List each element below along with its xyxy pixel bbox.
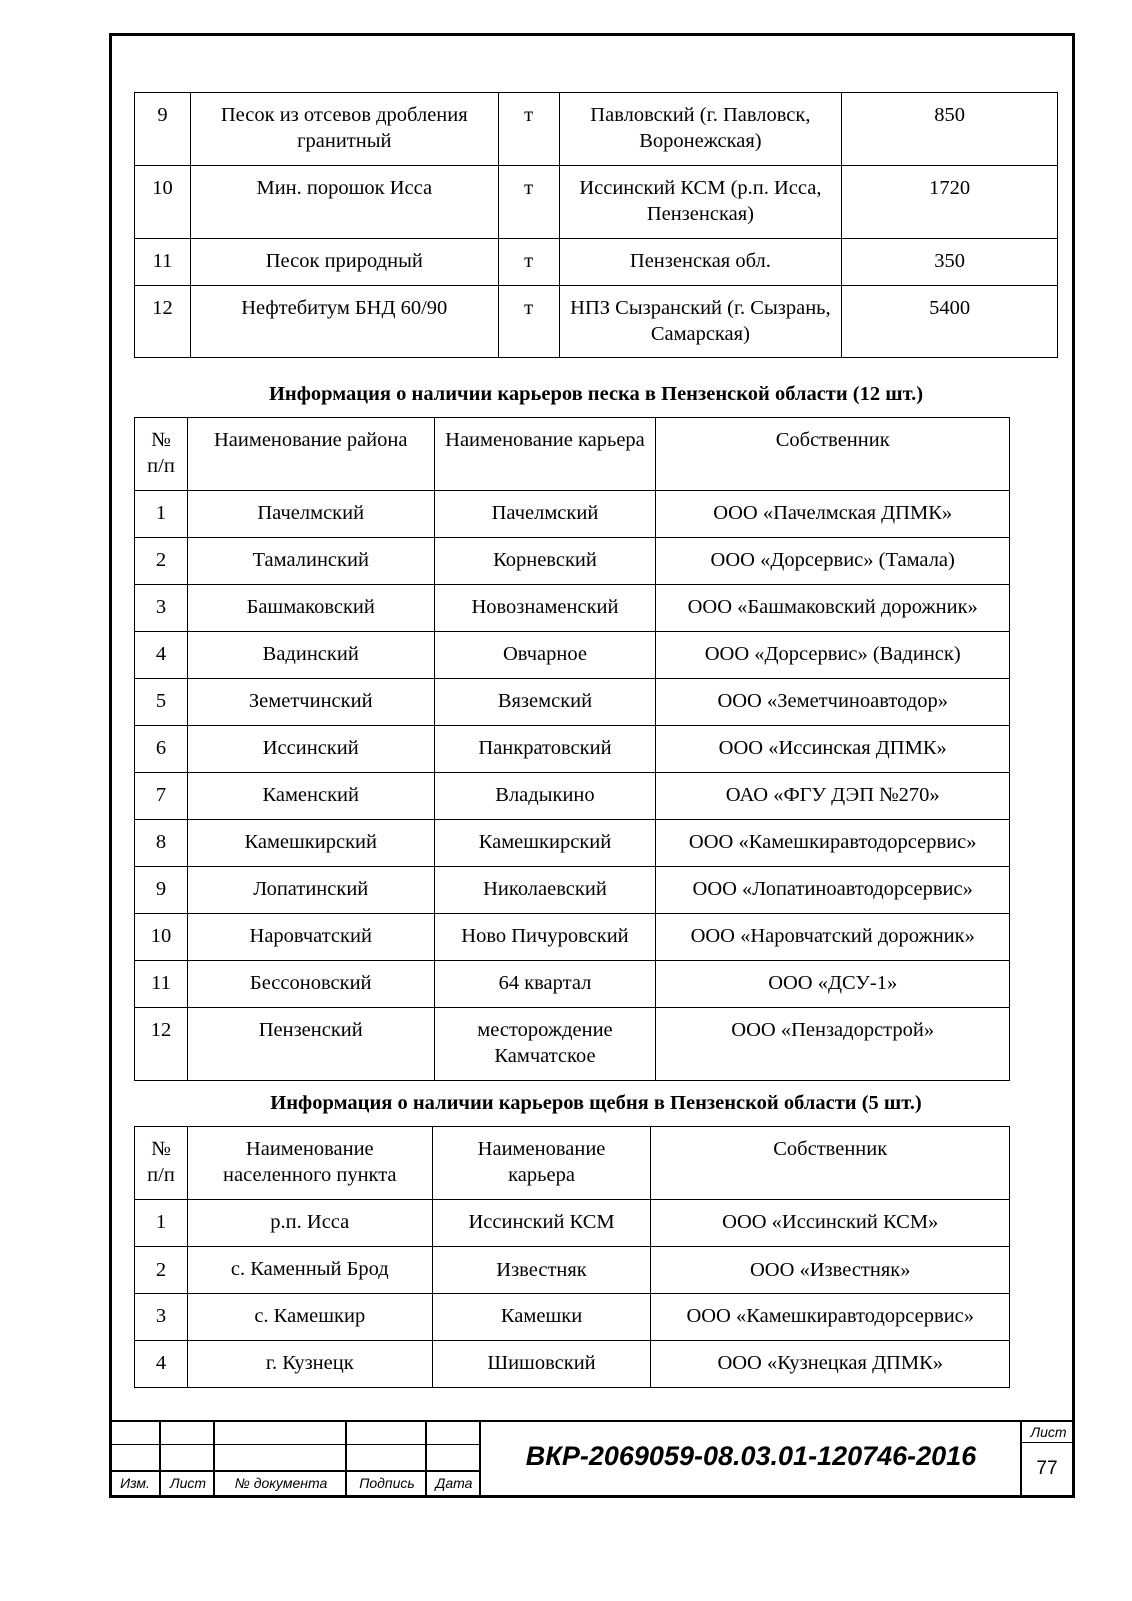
quarry-name: Панкратовский <box>434 726 656 773</box>
table-header-row <box>135 1127 1010 1200</box>
district-name: Лопатинский <box>187 867 434 914</box>
owner: ООО «Камешкиравтодорсервис» <box>656 820 1010 867</box>
column-header: Наименование карьера <box>432 1127 651 1200</box>
quarry-name: 64 квартал <box>434 961 656 1008</box>
material-name: Песок природный <box>190 239 498 286</box>
quarry-name: Ново Пичуровский <box>434 914 656 961</box>
table-row <box>135 961 1010 1008</box>
column-header: № п/п <box>135 1127 188 1200</box>
table-row <box>135 632 1010 679</box>
table-row <box>135 726 1010 773</box>
table-row <box>135 286 1058 358</box>
revision-label: Изм. <box>120 1475 150 1491</box>
material-name: Песок из отсевов дробления гранитный <box>190 93 498 166</box>
table-row <box>135 166 1058 239</box>
material-name: Нефтебитум БНД 60/90 <box>190 286 498 358</box>
gravel-quarries-title: Информация о наличии карьеров щебня в Пензенской области (5 шт.) <box>270 1092 922 1114</box>
row-number: 9 <box>135 867 188 914</box>
quarry-name: Пачелмский <box>434 491 656 538</box>
row-number: 12 <box>135 1008 188 1081</box>
price: 350 <box>842 239 1058 286</box>
quarry-name: Камешкирский <box>434 820 656 867</box>
row-number: 8 <box>135 820 188 867</box>
row-number: 10 <box>135 914 188 961</box>
unit: т <box>498 286 559 358</box>
price: 5400 <box>842 286 1058 358</box>
date-label: Дата <box>435 1475 473 1491</box>
quarry-name: Овчарное <box>434 632 656 679</box>
column-header: Собственник <box>656 418 1010 491</box>
quarry-name: Новознаменский <box>434 585 656 632</box>
table-row <box>135 585 1010 632</box>
unit: т <box>498 166 559 239</box>
table-row <box>135 773 1010 820</box>
column-header: Наименование района <box>187 418 434 491</box>
table-row <box>135 538 1010 585</box>
quarry-name: Шишовский <box>432 1341 651 1388</box>
table-row <box>135 820 1010 867</box>
table-row <box>135 679 1010 726</box>
row-number: 4 <box>135 1341 188 1388</box>
table-row <box>135 491 1010 538</box>
owner: ООО «Дорсервис» (Вадинск) <box>656 632 1010 679</box>
quarry-name: Николаевский <box>434 867 656 914</box>
district-name: Пензенский <box>187 1008 434 1081</box>
row-number: 7 <box>135 773 188 820</box>
column-header: Наименование населенного пункта <box>187 1127 432 1200</box>
quarry-name: Вяземский <box>434 679 656 726</box>
row-number: 1 <box>135 1200 188 1247</box>
district-name: Пачелмский <box>187 491 434 538</box>
row-number: 9 <box>135 93 191 166</box>
sand-quarries-table <box>134 417 1010 1081</box>
row-number: 1 <box>135 491 188 538</box>
supplier: Павловский (г. Павловск, Воронежская) <box>559 93 842 166</box>
row-number: 6 <box>135 726 188 773</box>
district-name: Каменский <box>187 773 434 820</box>
sand-quarries-title: Информация о наличии карьеров песка в Пензенской области (12 шт.) <box>268 383 924 405</box>
row-number: 2 <box>135 1247 188 1294</box>
row-number: 2 <box>135 538 188 585</box>
supplier: НПЗ Сызранский (г. Сызрань, Самарская) <box>559 286 842 358</box>
owner: ООО «Иссинский КСМ» <box>651 1200 1010 1247</box>
price: 1720 <box>842 166 1058 239</box>
district-name: Иссинский <box>187 726 434 773</box>
price: 850 <box>842 93 1058 166</box>
owner: ООО «Кузнецкая ДПМК» <box>651 1341 1010 1388</box>
table-row <box>135 1294 1010 1341</box>
quarry-name: Владыкино <box>434 773 656 820</box>
quarry-name: Иссинский КСМ <box>432 1200 651 1247</box>
quarry-name: Камешки <box>432 1294 651 1341</box>
district-name: р.п. Исса <box>187 1200 432 1247</box>
district-name: Вадинский <box>187 632 434 679</box>
district-name: с. Камешкир <box>187 1294 432 1341</box>
row-number: 11 <box>135 239 191 286</box>
district-name: Земетчинский <box>187 679 434 726</box>
row-number: 3 <box>135 585 188 632</box>
table-row <box>135 914 1010 961</box>
quarry-name: Корневский <box>434 538 656 585</box>
table-row <box>135 1200 1010 1247</box>
column-header: № п/п <box>135 418 188 491</box>
table-row <box>135 1247 1010 1294</box>
row-number: 3 <box>135 1294 188 1341</box>
row-number: 10 <box>135 166 191 239</box>
sheet-label: Лист <box>1030 1424 1067 1440</box>
district-name: г. Кузнецк <box>187 1341 432 1388</box>
row-number: 4 <box>135 632 188 679</box>
district-name: Наровчатский <box>187 914 434 961</box>
row-number: 12 <box>135 286 191 358</box>
signature-label: Подпись <box>359 1475 415 1491</box>
material-name: Мин. порошок Исса <box>190 166 498 239</box>
table-row <box>135 867 1010 914</box>
column-header: Собственник <box>651 1127 1010 1200</box>
owner: ООО «Пензадорстрой» <box>656 1008 1010 1081</box>
unit: т <box>498 93 559 166</box>
owner: ООО «Иссинская ДПМК» <box>656 726 1010 773</box>
district-name: Камешкирский <box>187 820 434 867</box>
district-name: Башмаковский <box>187 585 434 632</box>
owner: ООО «Пачелмская ДПМК» <box>656 491 1010 538</box>
quarry-name: месторождение Камчатское <box>434 1008 656 1081</box>
owner: ООО «ДСУ-1» <box>656 961 1010 1008</box>
owner: ОАО «ФГУ ДЭП №270» <box>656 773 1010 820</box>
supplier: Пензенская обл. <box>559 239 842 286</box>
table-row <box>135 1341 1010 1388</box>
unit: т <box>498 239 559 286</box>
supplier: Иссинский КСМ (р.п. Исса, Пензенская) <box>559 166 842 239</box>
sheet-column-label: Лист <box>169 1475 207 1491</box>
owner: ООО «Камешкиравтодорсервис» <box>651 1294 1010 1341</box>
owner: ООО «Лопатиноавтодорсервис» <box>656 867 1010 914</box>
gravel-quarries-table <box>134 1126 1010 1388</box>
page-number: 77 <box>1036 1458 1058 1479</box>
column-header: Наименование карьера <box>434 418 656 491</box>
owner: ООО «Земетчиноавтодор» <box>656 679 1010 726</box>
row-number: 11 <box>135 961 188 1008</box>
title-block <box>109 1420 1075 1498</box>
owner: ООО «Наровчатский дорожник» <box>656 914 1010 961</box>
district-name: Бессоновский <box>187 961 434 1008</box>
quarry-name: Известняк <box>432 1247 651 1294</box>
table-header-row <box>135 418 1010 491</box>
row-number: 5 <box>135 679 188 726</box>
materials-table <box>134 92 1058 358</box>
document-number-label: № документа <box>234 1475 328 1491</box>
owner: ООО «Дорсервис» (Тамала) <box>656 538 1010 585</box>
district-name: Тамалинский <box>187 538 434 585</box>
document-code: ВКР-2069059-08.03.01-120746-2016 <box>525 1441 977 1471</box>
table-row <box>135 239 1058 286</box>
table-row <box>135 1008 1010 1081</box>
table-row <box>135 93 1058 166</box>
owner: ООО «Башмаковский дорожник» <box>656 585 1010 632</box>
district-name: с. Каменный Брод <box>187 1247 432 1294</box>
owner: ООО «Известняк» <box>651 1247 1010 1294</box>
